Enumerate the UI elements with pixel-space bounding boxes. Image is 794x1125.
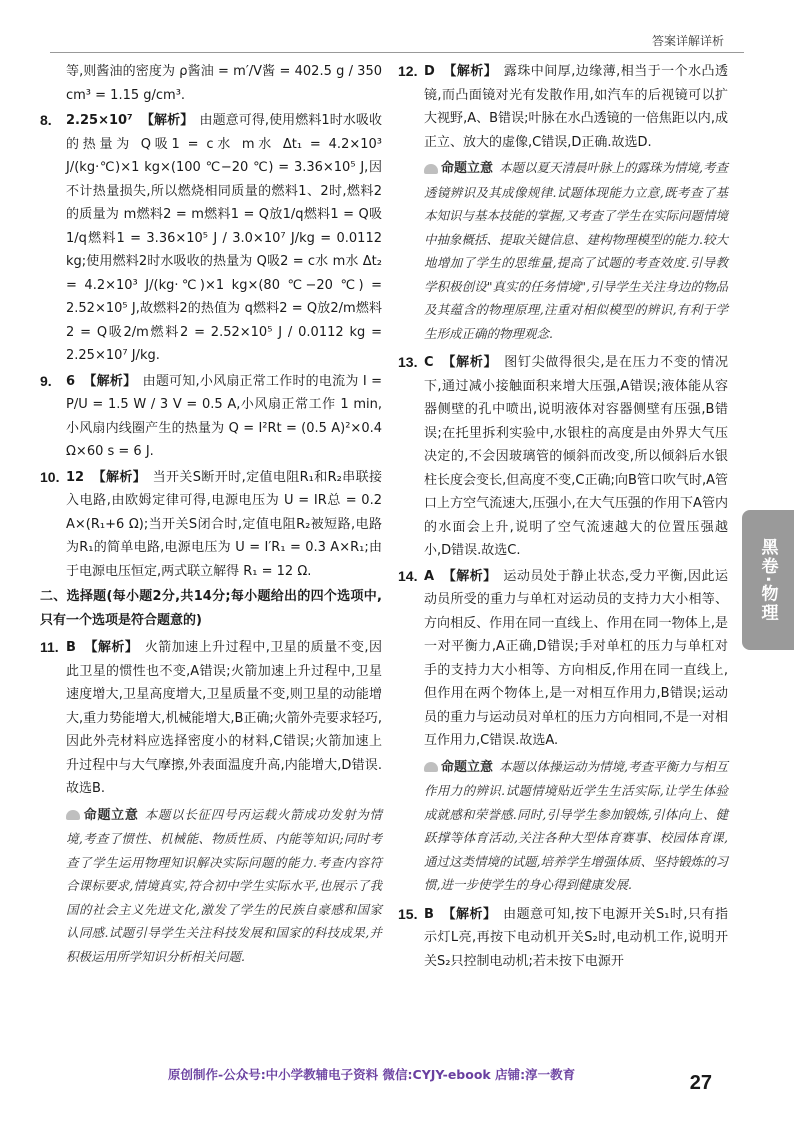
analysis-tag: 【解析】 xyxy=(92,469,147,485)
book-icon xyxy=(66,810,80,820)
intent-note-14 xyxy=(398,755,728,897)
item-explanation: 由题意可得,使用燃料1时水吸收的热量为 Q吸1 = c水 m水 Δt₁ = 4.2×10³ J/(kg·℃)×1 kg×(100 ℃−20 ℃) = 3.36×10⁵ J,因不计热量损失,所以燃烧相同质量的燃料1、2时,燃料2的质量为 m燃料2 = m燃料1 = Q放1/q燃料1 = Q吸1/q燃料1 = 3.36×10⁵ J / 3.0×10⁷ J/kg = 0.0112 kg;使用燃料2时水吸收的热量为 Q吸2 = c水 m水 Δt₂ = 4.2×10³ J/(kg·℃)×1 kg×(80 ℃−20 ℃) = 2.52×10⁵ J,故燃料2的热值为 q燃料2 = Q放2/m燃料2 = Q吸2/m燃料2 = 2.52×10⁵ J / 0.0112 kg = 2.25×10⁷ J/kg. xyxy=(66,113,382,363)
item-answer: C xyxy=(424,355,434,370)
analysis-tag: 【解析】 xyxy=(443,64,498,79)
answer-item-11 xyxy=(40,636,382,801)
intent-title: 命题立意 xyxy=(83,807,139,823)
item-explanation: 由题可知,小风扇正常工作时的电流为 I = P/U = 1.5 W / 3 V = 0.5 A,小风扇正常工作 1 min,小风扇内线圈产生的热量为 Q = I²Rt = (0.5 A)²×0.4 Ω×60 s = 6 J. xyxy=(66,373,382,459)
item-answer: 6 xyxy=(66,373,76,389)
item-answer: A xyxy=(424,568,435,584)
analysis-tag: 【解析】 xyxy=(84,640,139,655)
item-number: 8. xyxy=(40,112,52,128)
item-explanation: 图钉尖做得很尖,是在压力不变的情况下,通过减小接触面积来增大压强,A错误;液体能从容器侧壁的孔中喷出,说明液体对容器侧壁有压强,B错误;在托里拆利实验中,水银柱的高度是由外界大气压决定的,不会因玻璃管的倾斜而改变,所以倾斜后水银柱长度会变长,但高度不变,C正确;向B管口吹气时,A管口上方空气流速大,压强小,在大气压强的作用下A管内的水面会上升,说明了空气流速越大的位置压强越小,D错误.故选C. xyxy=(424,355,728,558)
answer-item-15 xyxy=(398,903,728,974)
answer-item-9 xyxy=(40,370,382,464)
item-number: 14. xyxy=(398,567,418,584)
intent-text: 本题以体操运动为情境,考查平衡力与相互作用力的辨识.试题情境贴近学生生活实际,让学生体验成就感和荣誉感.同时,引导学生参加锻炼,引体向上、健跃撑等体育活动,关注各种大型体育赛事、校园体育课,通过这类情境的试题,培养学生增强体质、坚持锻炼的习惯,进一步使学生的身心得到健康发展. xyxy=(424,758,728,892)
page-header-title: 答案详解详析 xyxy=(651,34,724,48)
footer-credit: 原创制作-公众号:中小学教辅电子资料 微信:CYJY-ebook 店铺:淳一教育 xyxy=(168,1067,576,1082)
answer-item-13 xyxy=(398,351,728,563)
right-column xyxy=(398,60,728,975)
item-number: 10. xyxy=(40,468,60,485)
section-heading-choice: 二、选择题(每小题2分,共14分;每小题给出的四个选项中,只有一个选项是符合题意的) xyxy=(40,589,382,628)
intent-title: 命题立意 xyxy=(441,161,494,176)
intent-title: 命题立意 xyxy=(441,759,494,775)
item-answer: B xyxy=(424,906,434,922)
item-number: 12. xyxy=(398,63,418,79)
answer-item-14 xyxy=(398,565,728,753)
intent-text: 本题以长征四号丙运载火箭成功发射为情境,考查了惯性、机械能、物质性质、内能等知识;同时考查了学生运用物理知识解决实际问题的能力.考查内容符合课标要求,情境真实,符合初中学生实际水平,也展示了我国的社会主义先进文化,激发了学生的民族自豪感和国家认同感.试题引导学生关注科技发展和国家的科技成果,并积极运用所学知识分析相关问题. xyxy=(66,806,382,964)
item-explanation: 露珠中间厚,边缘薄,相当于一个水凸透镜,而凸面镜对光有发散作用,如汽车的后视镜可以扩大视野,A、B错误;叶脉在水凸透镜的一倍焦距以内,成正立、放大的虚像,C错误,D正确.故选D. xyxy=(424,64,729,150)
item-number: 11. xyxy=(40,639,59,655)
header-divider xyxy=(50,52,744,53)
analysis-tag: 【解析】 xyxy=(83,373,137,389)
item-number: 9. xyxy=(40,372,52,389)
item-number: 13. xyxy=(398,354,418,370)
page-number: 27 xyxy=(689,1072,712,1094)
item-explanation: 火箭加速上升过程中,卫星的质量不变,因此卫星的惯性也不变,A错误;火箭加速上升过程中,卫星速度增大,卫星高度增大,卫星质量不变,则卫星的动能增大,重力势能增大,机械能增大,B正确;火箭外壳要求轻巧,因此外壳材料应选择密度小的材料,C错误;火箭加速上升过程中与大气摩擦,外表面温度升高,内能增大,D错误.故选B. xyxy=(66,640,382,796)
side-tab-label: 黑卷·物理 xyxy=(757,537,778,623)
intent-text: 本题以夏天清晨叶脉上的露珠为情境,考查透镜辨识及其成像规律.试题体现能力立意,既考查了基本知识与基本技能的掌握,又考查了学生在实际问题情境中抽象概括、提取关键信息、建构物理模型的能力.较大地增加了学生的思维量,提高了试题的考查效度.引导教学积极创设"真实的任务情境",引导学生关注身边的物品及其蕴含的物理原理,注重对相似模型的辨识,有利于学生形成正确的物理观念. xyxy=(424,160,728,341)
item-number: 15. xyxy=(398,905,418,922)
intent-note-12 xyxy=(398,156,728,345)
item7-continuation: 等,则酱油的密度为 ρ酱油 = m′/V酱 = 402.5 g / 350 cm³ = 1.15 g/cm³. xyxy=(66,64,382,103)
analysis-tag: 【解析】 xyxy=(442,906,497,922)
item-explanation: 由题意可知,按下电源开关S₁时,只有指示灯L亮,再按下电动机开关S₂时,电动机工作,说明开关S₂只控制电动机;若未按下电源开 xyxy=(424,906,728,969)
item-explanation: 运动员处于静止状态,受力平衡,因此运动员所受的重力与单杠对运动员的支持力大小相等、方向相反、作用在同一直线上、作用在同一物体上,是一对平衡力,A正确,D错误;手对单杠的压力与单杠对手的支持力大小相等、方向相反,作用在同一直线上,但作用在两个物体上,是一对相互作用力,B错误;运动员的重力与运动员对单杠的压力方向相同,不是一对相互作用力,C错误.故选A. xyxy=(424,568,729,748)
answer-item-8 xyxy=(40,109,382,368)
intent-note-11 xyxy=(40,803,382,969)
answer-item-12 xyxy=(398,60,728,154)
analysis-tag: 【解析】 xyxy=(140,113,194,128)
item-answer: 2.25×10⁷ xyxy=(66,113,133,128)
item-answer: D xyxy=(424,64,435,79)
answer-item-10 xyxy=(40,466,382,584)
item-answer: 12 xyxy=(66,469,85,485)
left-column xyxy=(40,60,382,974)
analysis-tag: 【解析】 xyxy=(442,568,497,584)
item-explanation: 当开关S断开时,定值电阻R₁和R₂串联接入电路,由欧姆定律可得,电源电压为 U = IR总 = 0.2 A×(R₁+6 Ω);当开关S闭合时,定值电阻R₂被短路,电路为R₁的简单电路,电源电压为 U = I′R₁ = 0.3 A×R₁;由于电源电压恒定,两式联立解得 R₁ = 12 Ω. xyxy=(66,469,382,579)
subject-side-tab xyxy=(742,510,794,650)
item-answer: B xyxy=(66,640,76,655)
book-icon xyxy=(424,762,438,772)
analysis-tag: 【解析】 xyxy=(442,355,498,370)
book-icon xyxy=(424,164,438,174)
